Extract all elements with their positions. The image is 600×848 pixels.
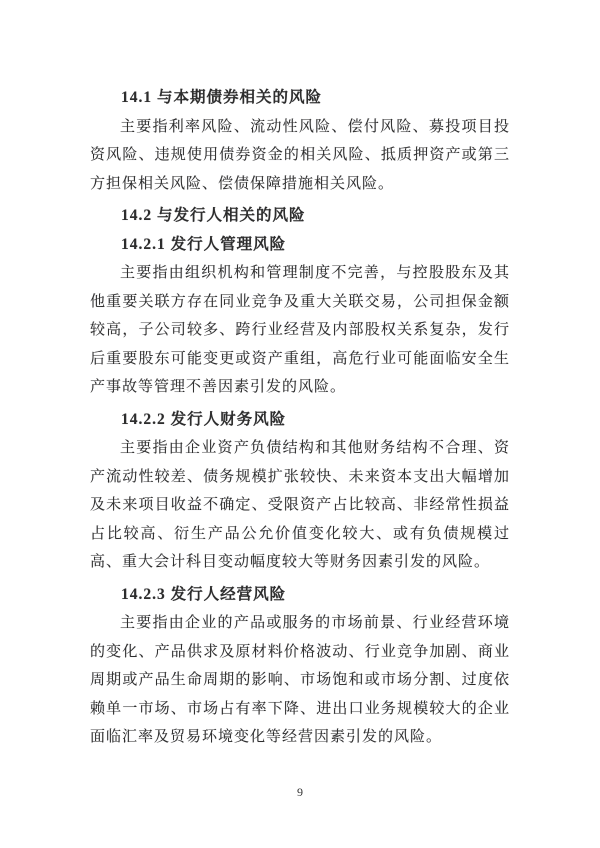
section-heading-14-2: 14.2 与发行人相关的风险 xyxy=(121,207,306,224)
section-heading-14-2-1: 14.2.1 发行人管理风险 xyxy=(121,235,287,253)
paragraph-issuer-operating-risk: 主要指由企业的产品或服务的市场前景、行业经营环境的变化、产品供求及原材料价格波动、行业竞争加剧、商业周期或产品生命周期的影响、市场饱和或市场分割、过度依赖单一市场、市场占有率下降、进出口业务规模较大的企业面临汇率及贸易环境变化等经营因素引发的风险。 xyxy=(90,615,510,745)
page-footer xyxy=(0,783,600,801)
paragraph-issuer-financial-risk: 主要指由企业资产负债结构和其他财务结构不合理、资产流动性较差、债务规模扩张较快、未来资本支出大幅增加及未来项目收益不确定、受限资产占比较高、非经常性损益占比较高、衍生产品公允价值变化较大、或有负债规模过高、重大会计科目变动幅度较大等财务因素引发的风险。 xyxy=(90,440,510,570)
section-heading-14-1: 14.1 与本期债券相关的风险 xyxy=(121,89,323,106)
paragraph-bond-related-risks: 主要指利率风险、流动性风险、偿付风险、募投项目投资风险、违规使用债券资金的相关风险、抵质押资产或第三方担保相关风险、偿债保障措施相关风险。 xyxy=(90,118,510,192)
section-heading-14-2-2: 14.2.2 发行人财务风险 xyxy=(121,410,287,428)
document-content xyxy=(90,84,510,752)
page-number: 9 xyxy=(297,785,303,799)
section-heading-14-2-3: 14.2.3 发行人经营风险 xyxy=(121,585,287,603)
paragraph-issuer-management-risk: 主要指由组织机构和管理制度不完善，与控股股东及其他重要关联方存在同业竞争及重大关联交易，公司担保金额较高，子公司较多、跨行业经营及内部股权关系复杂，发行后重要股东可能变更或资产重组，高危行业可能面临安全生产事故等管理不善因素引发的风险。 xyxy=(90,265,510,395)
